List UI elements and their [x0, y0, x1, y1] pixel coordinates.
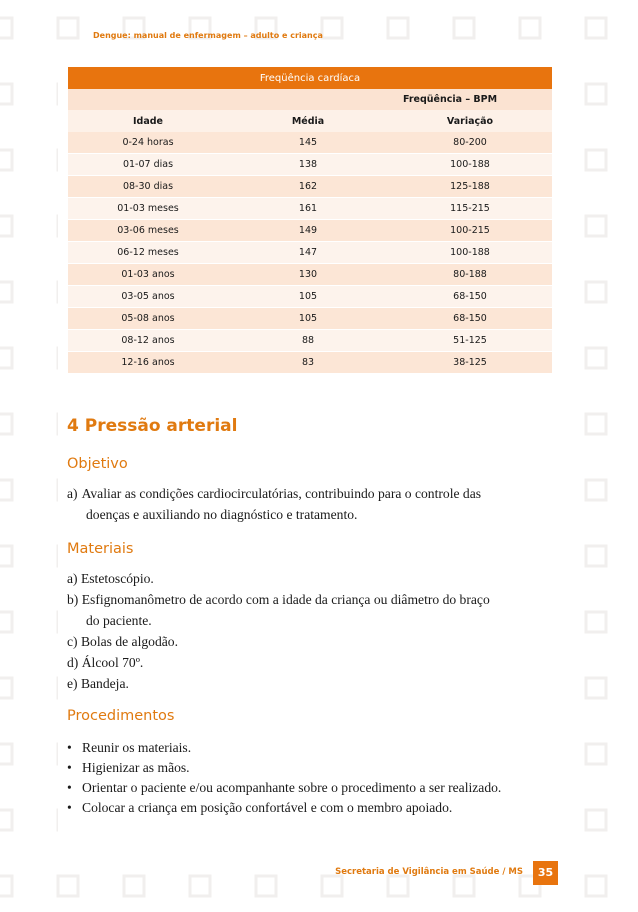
objetivo-item [67, 483, 571, 525]
cell-mean: 105 [228, 308, 388, 330]
table-row [68, 352, 552, 374]
bullet-icon: • [67, 780, 72, 795]
cell-mean: 88 [228, 330, 388, 352]
cell-range: 38-125 [388, 352, 552, 374]
list-item: c) Bolas de algodão. [67, 634, 178, 649]
table-row [68, 264, 552, 286]
footer-text: Secretaria de Vigilância em Saúde / MS [335, 867, 523, 877]
list-item [67, 798, 571, 818]
column-header-idade: Idade [68, 110, 228, 132]
materiais-list [67, 568, 571, 694]
list-item: e) Bandeja. [67, 676, 129, 691]
cell-mean: 149 [228, 220, 388, 242]
cell-age: 01-07 dias [68, 154, 228, 176]
cell-age: 08-30 dias [68, 176, 228, 198]
table-row [68, 308, 552, 330]
procedimentos-heading: Procedimentos [67, 708, 175, 724]
list-item-text: Higienizar as mãos. [82, 760, 190, 775]
cell-age: 06-12 meses [68, 242, 228, 264]
cell-age: 01-03 anos [68, 264, 228, 286]
list-item-text: Reunir os materiais. [82, 740, 192, 755]
table-row [68, 198, 552, 220]
bullet-icon: • [67, 800, 72, 815]
cell-range: 80-188 [388, 264, 552, 286]
table-row [68, 330, 552, 352]
objetivo-heading: Objetivo [67, 456, 128, 472]
cell-age: 08-12 anos [68, 330, 228, 352]
cell-range: 115-215 [388, 198, 552, 220]
item-text: Avaliar as condições cardiocirculatórias, contribuindo para o controle das [81, 486, 482, 501]
cell-range: 100-188 [388, 154, 552, 176]
cell-mean: 138 [228, 154, 388, 176]
list-item-continuation: do paciente. [86, 613, 152, 628]
cell-mean: 162 [228, 176, 388, 198]
column-header-media: Média [228, 110, 388, 132]
table-row [68, 176, 552, 198]
list-item-text: Orientar o paciente e/ou acompanhante sobre o procedimento a ser realizado. [82, 780, 502, 795]
table-row [68, 242, 552, 264]
table-row [68, 154, 552, 176]
cell-age: 0-24 horas [68, 132, 228, 154]
cell-mean: 147 [228, 242, 388, 264]
list-item: b) Esfignomanômetro de acordo com a idade da criança ou diâmetro do braço [67, 592, 490, 607]
table-row [68, 132, 552, 154]
list-item: a) Estetoscópio. [67, 571, 154, 586]
bullet-icon: • [67, 760, 72, 775]
cell-age: 05-08 anos [68, 308, 228, 330]
item-text-continuation: doenças e auxiliando no diagnóstico e tratamento. [86, 507, 358, 522]
cell-range: 125-188 [388, 176, 552, 198]
table-row [68, 286, 552, 308]
cell-age: 01-03 meses [68, 198, 228, 220]
cell-age: 03-06 meses [68, 220, 228, 242]
bullet-icon: • [67, 740, 72, 755]
item-label: a) [67, 486, 78, 501]
cell-age: 03-05 anos [68, 286, 228, 308]
table-row [68, 220, 552, 242]
materiais-heading: Materiais [67, 541, 134, 557]
cell-mean: 83 [228, 352, 388, 374]
cell-mean: 161 [228, 198, 388, 220]
cell-range: 68-150 [388, 286, 552, 308]
cell-mean: 145 [228, 132, 388, 154]
list-item [67, 738, 571, 758]
list-item-text: Colocar a criança em posição confortável e com o membro apoiado. [82, 800, 453, 815]
cell-range: 51-125 [388, 330, 552, 352]
cell-age: 12-16 anos [68, 352, 228, 374]
cell-mean: 130 [228, 264, 388, 286]
procedimentos-list [67, 738, 571, 818]
cell-range: 100-188 [388, 242, 552, 264]
table-caption: Freqüência cardíaca [68, 67, 552, 89]
table-group-header: Freqüência – BPM [228, 89, 552, 110]
cell-mean: 105 [228, 286, 388, 308]
list-item: d) Álcool 70º. [67, 655, 144, 670]
column-header-variacao: Variação [388, 110, 552, 132]
section-title: 4 Pressão arterial [67, 416, 238, 436]
page-number: 35 [533, 861, 558, 885]
cell-range: 68-150 [388, 308, 552, 330]
cell-range: 80-200 [388, 132, 552, 154]
list-item [67, 778, 571, 798]
cell-range: 100-215 [388, 220, 552, 242]
heart-rate-table [68, 67, 552, 374]
running-head: Dengue: manual de enfermagem – adulto e criança [93, 31, 323, 40]
list-item [67, 758, 571, 778]
